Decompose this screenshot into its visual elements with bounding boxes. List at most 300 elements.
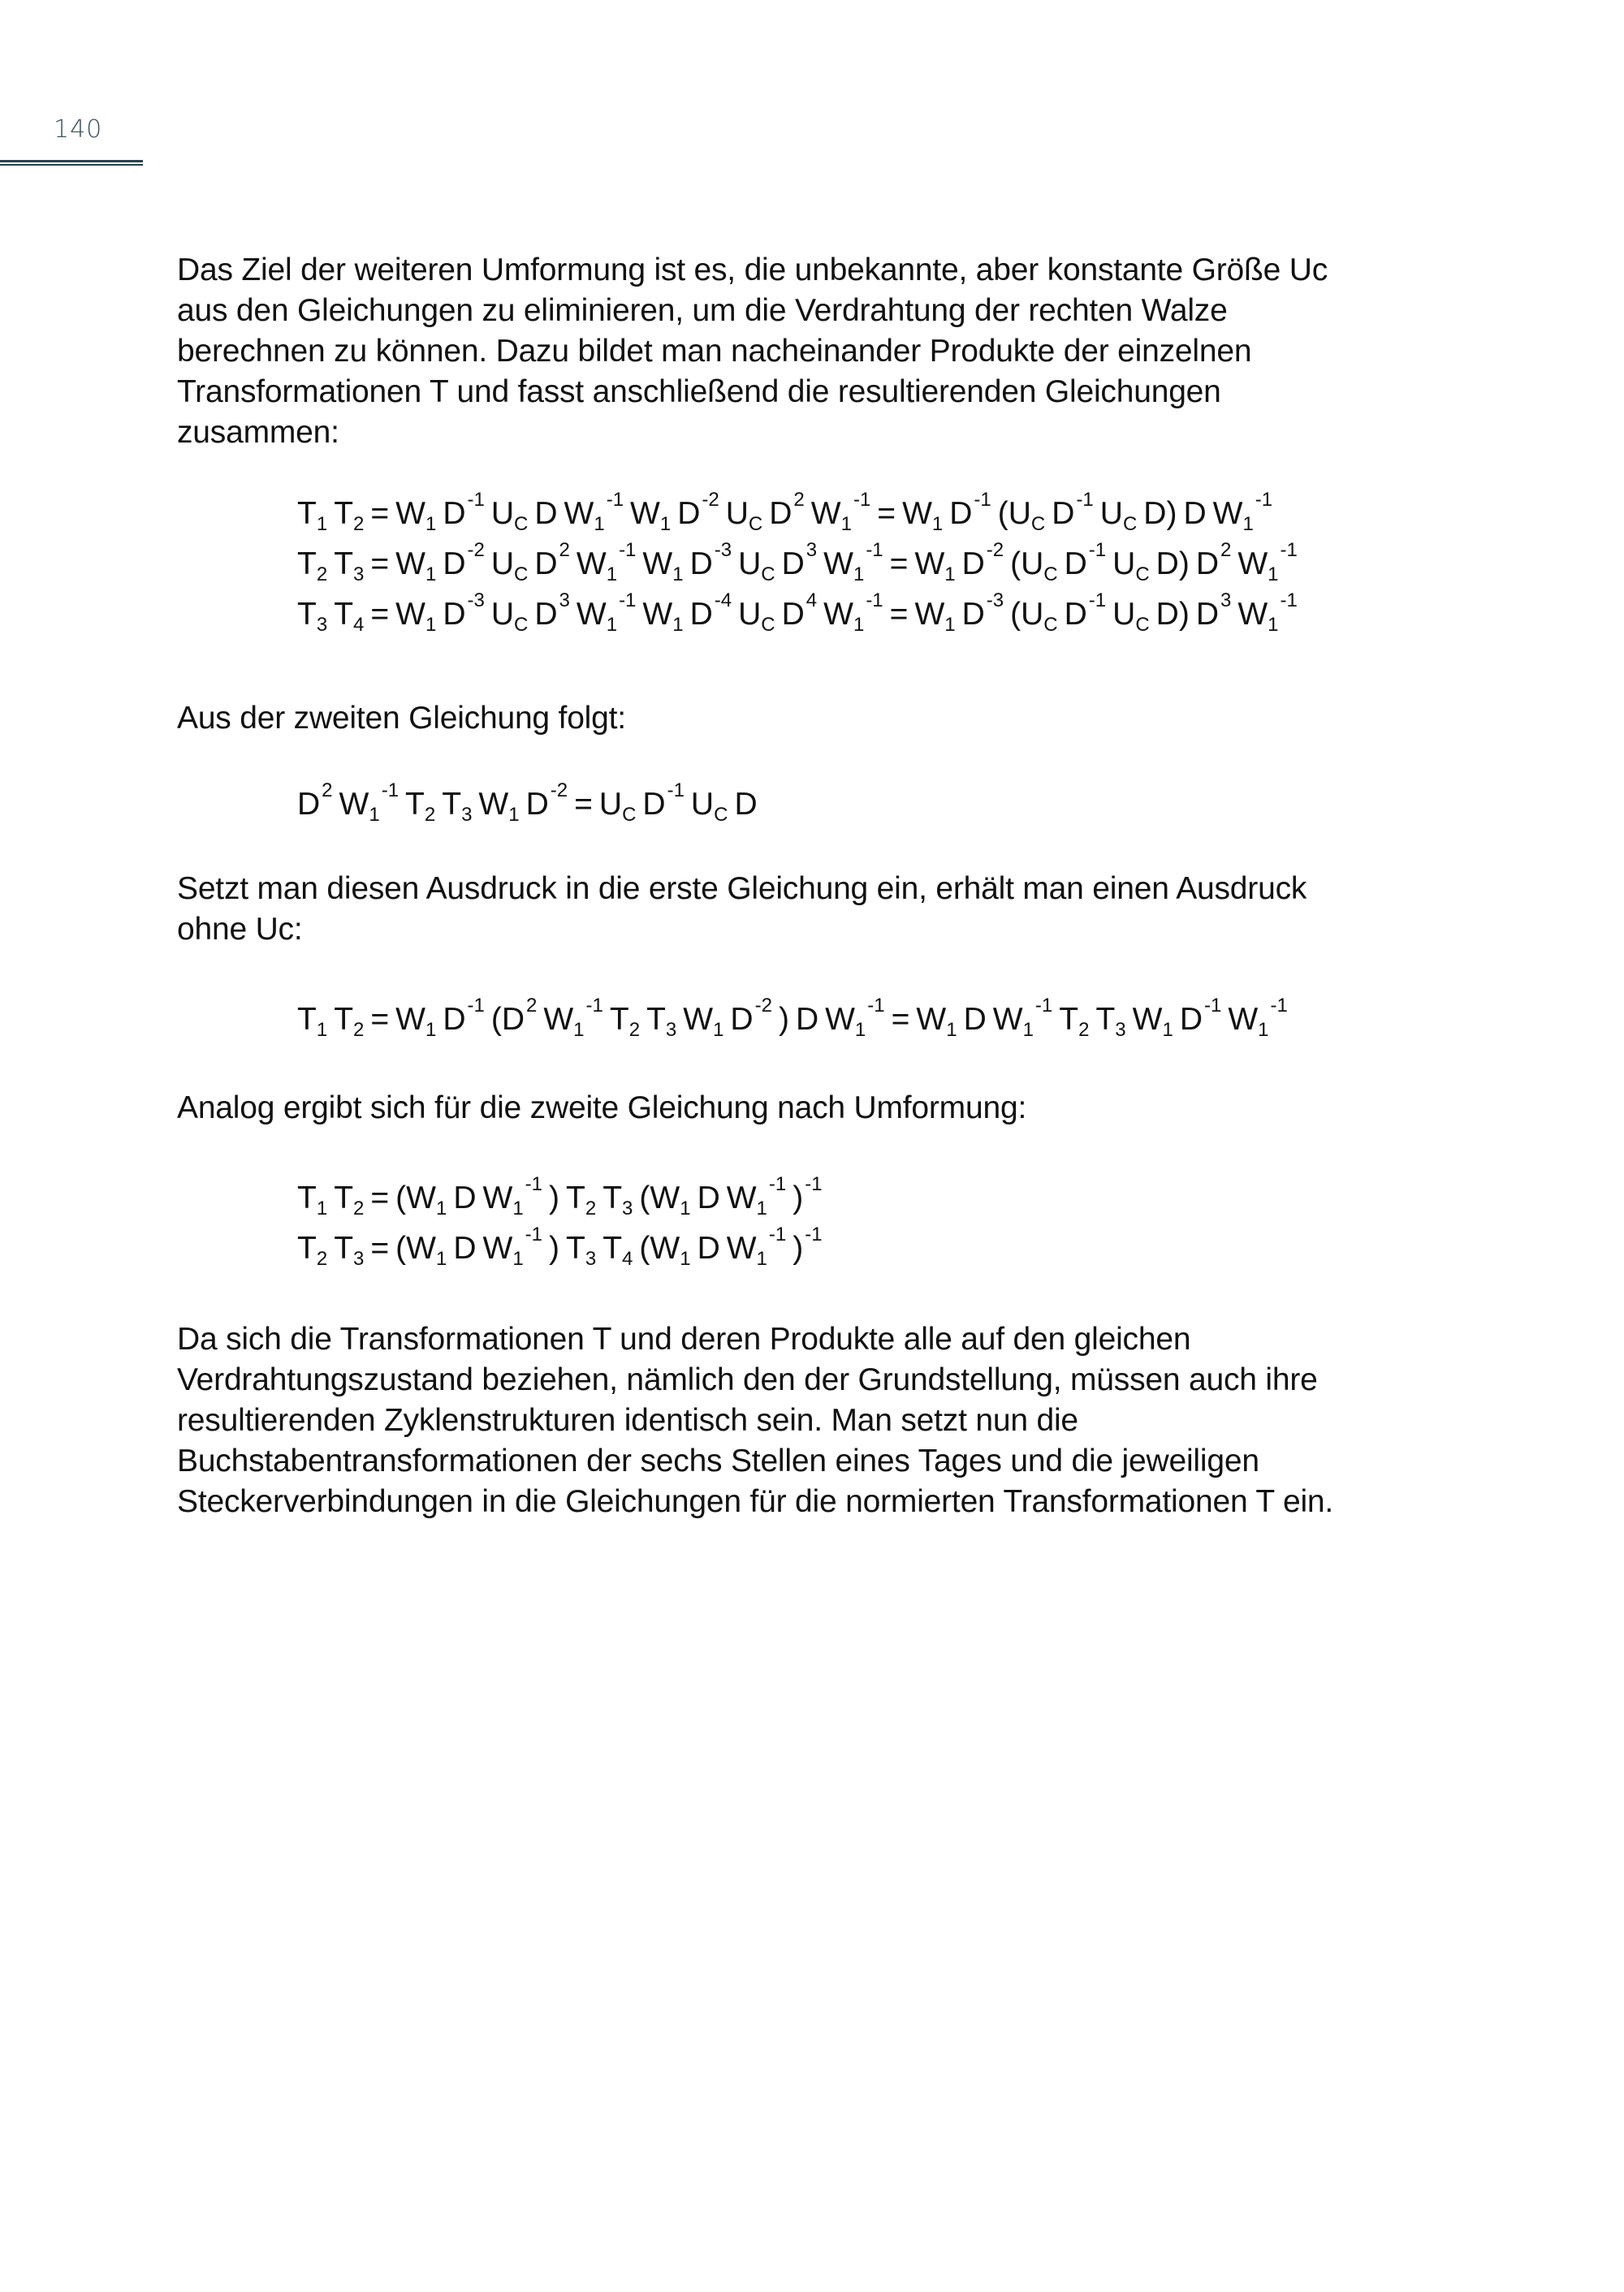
equation-line [297, 539, 1304, 589]
math-base: D [689, 597, 713, 632]
equation-block-substituted [297, 995, 1294, 1045]
math-token [534, 489, 557, 539]
text-line: Das Ziel der weiteren Umformung ist es, die unbekannte, aber konstante Größe Uᴄ [177, 253, 1328, 287]
math-base: D [443, 496, 466, 531]
math-superscript: -1 [866, 589, 883, 611]
math-superscript: -1 [1270, 995, 1288, 1017]
math-token [483, 1224, 543, 1274]
math-base: T [334, 1231, 354, 1266]
math-superscript: -3 [467, 589, 485, 611]
math-token [1196, 539, 1232, 589]
math-token [577, 589, 637, 640]
math-base: U [738, 546, 762, 581]
math-token [890, 539, 909, 589]
math-token [690, 539, 732, 589]
math-token [630, 489, 671, 539]
math-base: D [443, 597, 466, 632]
math-base: T [1095, 1002, 1116, 1037]
math-token [603, 1173, 633, 1224]
math-base: D [1052, 496, 1075, 531]
math-superscript: -1 [768, 1224, 787, 1245]
math-token [825, 995, 885, 1045]
math-token [574, 779, 593, 830]
math-base: D [697, 1181, 720, 1215]
math-token [1112, 589, 1150, 640]
math-token [395, 1224, 447, 1274]
math-base: W [1212, 496, 1243, 531]
math-base: W [726, 1231, 757, 1266]
math-base: U [738, 597, 762, 632]
math-token [395, 489, 436, 539]
math-token [892, 995, 910, 1045]
math-base: D [961, 546, 985, 581]
math-token [1112, 539, 1150, 589]
math-base: D [734, 787, 758, 822]
math-base: ) [793, 1231, 804, 1266]
math-subscript: 4 [353, 614, 365, 636]
math-token [727, 1224, 787, 1274]
equation-block-products [297, 489, 1304, 640]
math-token [914, 589, 955, 640]
math-base: W [1228, 1002, 1259, 1037]
math-base: U [490, 546, 515, 581]
math-base: U [1112, 546, 1136, 581]
math-superscript: -1 [866, 539, 883, 561]
math-subscript: 1 [713, 1019, 724, 1041]
math-token [334, 539, 364, 589]
math-subscript: 3 [353, 1248, 365, 1270]
math-token [566, 1173, 596, 1224]
math-token [738, 589, 775, 640]
math-base: W [395, 496, 425, 531]
math-subscript: 2 [353, 1198, 365, 1219]
math-subscript: 1 [425, 513, 437, 535]
math-token [916, 995, 957, 1045]
math-token [1213, 489, 1273, 539]
text-line: zusammen: [177, 415, 339, 450]
math-token [1095, 995, 1125, 1045]
math-token [395, 995, 436, 1045]
math-base: W [482, 1231, 513, 1266]
math-superscript: -1 [768, 1173, 787, 1195]
math-token [949, 489, 991, 539]
math-base: D [795, 1002, 819, 1037]
math-base: D [1064, 597, 1087, 632]
math-superscript: -1 [867, 995, 885, 1017]
math-base: W [914, 597, 945, 632]
math-base: = [370, 546, 390, 581]
math-subscript: C [1135, 563, 1150, 585]
math-superscript: -1 [467, 489, 485, 511]
math-base: T [1059, 1002, 1079, 1037]
math-token [526, 779, 568, 830]
math-token [962, 589, 1004, 640]
math-base: D [1064, 546, 1087, 581]
math-token [297, 1173, 327, 1224]
equation-block-analog [297, 1173, 829, 1274]
math-subscript: 1 [756, 1198, 767, 1219]
math-subscript: 2 [1078, 1019, 1090, 1041]
math-subscript: 1 [594, 513, 605, 535]
math-subscript: 3 [585, 1248, 597, 1270]
math-token [962, 539, 1004, 589]
math-base: D [642, 787, 666, 822]
math-superscript: -1 [1255, 489, 1273, 511]
math-subscript: 1 [680, 1198, 691, 1219]
math-subscript: 1 [435, 1198, 447, 1219]
math-base: = [574, 787, 593, 822]
math-token [823, 539, 883, 589]
math-subscript: 1 [672, 563, 684, 585]
math-token [395, 539, 436, 589]
math-subscript: 1 [425, 563, 437, 585]
math-token [370, 539, 389, 589]
math-token [1100, 489, 1138, 539]
math-token [1133, 995, 1173, 1045]
math-token [297, 995, 327, 1045]
math-superscript: -2 [754, 995, 772, 1017]
math-subscript: 2 [316, 1248, 328, 1270]
text-line: Da sich die Transformationen T und deren Produkte alle auf den gleichen [177, 1322, 1191, 1357]
math-base: U [490, 597, 515, 632]
math-superscript: -1 [1034, 995, 1053, 1017]
math-base: T [334, 546, 354, 581]
math-subscript: 1 [944, 614, 956, 636]
math-base: T [609, 1002, 629, 1037]
math-subscript: 2 [424, 804, 436, 826]
math-token [549, 1173, 559, 1224]
math-token [738, 539, 775, 589]
math-token [566, 1224, 596, 1274]
math-base: W [395, 546, 425, 581]
math-subscript: 1 [1268, 563, 1279, 585]
math-base: (D [490, 1002, 525, 1037]
equation-line [297, 1173, 829, 1224]
math-base: = [889, 546, 909, 581]
math-token [769, 489, 805, 539]
math-base: D [961, 597, 985, 632]
math-base: T [334, 1002, 354, 1037]
math-token [297, 1224, 327, 1274]
math-subscript: 1 [512, 1198, 524, 1219]
math-base: W [823, 597, 853, 632]
math-token [370, 489, 389, 539]
math-base: W [810, 496, 841, 531]
math-token [993, 995, 1053, 1045]
math-base: D [1179, 1002, 1203, 1037]
math-base: D) [1143, 496, 1177, 531]
math-token [491, 589, 529, 640]
math-superscript: -2 [986, 539, 1004, 561]
math-token [478, 779, 519, 830]
text-line: Buchstabentransformationen der sechs Stellen eines Tages und die jeweiligen [177, 1444, 1259, 1478]
math-subscript: 1 [316, 1019, 328, 1041]
math-superscript: -2 [550, 779, 568, 801]
equation-line [297, 779, 764, 830]
math-subscript: C [761, 614, 775, 636]
math-subscript: 1 [853, 614, 865, 636]
math-superscript: -4 [714, 589, 732, 611]
math-token [1065, 539, 1107, 589]
equation-line [297, 1224, 829, 1274]
math-base: D [963, 1002, 987, 1037]
math-base: = [877, 496, 896, 531]
math-base: W [630, 496, 660, 531]
math-subscript: 3 [1115, 1019, 1126, 1041]
math-subscript: 1 [756, 1248, 767, 1270]
math-subscript: C [714, 804, 728, 826]
math-base: W [726, 1181, 757, 1215]
math-superscript: -1 [1280, 539, 1298, 561]
math-token [890, 589, 909, 640]
math-base: U [690, 787, 715, 822]
math-token [334, 489, 364, 539]
math-token [677, 489, 719, 539]
math-subscript: 1 [1268, 614, 1279, 636]
math-subscript: 1 [680, 1248, 691, 1270]
math-subscript: C [1122, 513, 1138, 535]
text-line: Steckerverbindungen in die Gleichungen für die normierten Transformationen T ein. [177, 1484, 1334, 1519]
math-base: D [1195, 546, 1219, 581]
math-base: (U [997, 496, 1031, 531]
text-line: ohne Uᴄ: [177, 912, 303, 947]
math-base: D [730, 1002, 754, 1037]
math-subscript: 1 [853, 563, 865, 585]
math-token [370, 1224, 389, 1274]
math-token [491, 539, 529, 589]
math-subscript: 3 [353, 563, 365, 585]
math-superscript: 4 [806, 589, 818, 611]
text-line: Verdrahtungszustand beziehen, nämlich den der Grundstellung, müssen auch ihre [177, 1362, 1318, 1397]
text-line: Setzt man diesen Ausdruck in die erste Gleichung ein, erhält man einen Ausdruck [177, 871, 1307, 906]
math-subscript: 1 [573, 1019, 585, 1041]
math-token [690, 589, 732, 640]
math-token [453, 1173, 476, 1224]
math-token [683, 995, 723, 1045]
math-superscript: -1 [525, 1173, 543, 1195]
math-token [339, 779, 400, 830]
math-superscript: 2 [322, 779, 333, 801]
math-base: W [916, 1002, 947, 1037]
math-token [334, 1224, 364, 1274]
text-line: Analog ergibt sich für die zweite Gleichung nach Umformung: [177, 1090, 1027, 1125]
math-token [564, 489, 624, 539]
math-superscript: 3 [559, 589, 570, 611]
math-superscript: -1 [805, 1224, 823, 1245]
math-base: ) [793, 1181, 804, 1215]
math-subscript: 3 [665, 1019, 677, 1041]
math-subscript: 1 [512, 1248, 524, 1270]
math-base: T [566, 1231, 585, 1266]
math-base: = [370, 1181, 390, 1215]
math-subscript: 1 [840, 513, 852, 535]
math-base: U [725, 496, 749, 531]
page-number: 140 [54, 115, 103, 144]
math-superscript: -1 [381, 779, 400, 801]
math-subscript: 2 [628, 1019, 641, 1041]
math-subscript: 2 [353, 1019, 365, 1041]
math-token [334, 995, 364, 1045]
math-base: W [642, 597, 673, 632]
math-token [443, 489, 485, 539]
math-token [1237, 539, 1298, 589]
math-base: T [603, 1181, 623, 1215]
math-token [1237, 589, 1298, 640]
text-line: aus den Gleichungen zu eliminieren, um die Verdrahtung der rechten Walze [177, 293, 1228, 328]
math-subscript: 1 [946, 1019, 957, 1041]
math-base: (W [395, 1231, 436, 1266]
math-token [779, 995, 789, 1045]
math-token [443, 539, 485, 589]
math-superscript: -1 [525, 1224, 543, 1245]
math-base: D [781, 546, 805, 581]
math-superscript: -1 [974, 489, 991, 511]
math-token [726, 489, 763, 539]
math-base: (W [639, 1181, 680, 1215]
math-subscript: C [514, 513, 529, 535]
math-base: = [370, 1231, 390, 1266]
math-base: T [646, 1002, 666, 1037]
math-base: D [949, 496, 973, 531]
math-token [603, 1224, 633, 1274]
math-superscript: -1 [853, 489, 871, 511]
math-base: D [453, 1181, 477, 1215]
math-superscript: -1 [619, 539, 637, 561]
math-subscript: 3 [316, 614, 328, 636]
text-line: resultierenden Zyklenstrukturen identisch sein. Man setzt nun die [177, 1403, 1078, 1438]
math-superscript: -2 [702, 489, 719, 511]
math-superscript: -1 [667, 779, 685, 801]
math-superscript: -3 [714, 539, 732, 561]
math-subscript: 1 [1242, 513, 1254, 535]
math-subscript: 1 [1022, 1019, 1034, 1041]
math-subscript: C [1135, 614, 1150, 636]
math-token [646, 995, 676, 1045]
header-rule-secondary [0, 164, 143, 166]
math-subscript: 3 [622, 1198, 633, 1219]
math-base: T [297, 1002, 317, 1037]
math-base: W [395, 1002, 425, 1037]
math-base: W [902, 496, 932, 531]
math-token [334, 1173, 364, 1224]
math-base: T [297, 1231, 317, 1266]
math-token [639, 1224, 690, 1274]
math-base: (W [639, 1231, 680, 1266]
math-subscript: 3 [461, 804, 473, 826]
math-base: D [443, 1002, 466, 1037]
math-base: T [334, 597, 354, 632]
math-base: T [297, 496, 317, 531]
math-base: = [370, 496, 390, 531]
math-base: D [677, 496, 701, 531]
math-superscript: -1 [1203, 995, 1222, 1017]
math-superscript: -1 [585, 995, 603, 1017]
math-superscript: -1 [1076, 489, 1094, 511]
math-subscript: 1 [606, 614, 618, 636]
math-token [297, 779, 333, 830]
math-base: = [370, 1002, 390, 1037]
math-token [796, 995, 818, 1045]
text-line: berechnen zu können. Dazu bildet man nacheinander Produkte der einzelnen [177, 334, 1252, 369]
math-base: D [697, 1231, 720, 1266]
math-token [914, 539, 955, 589]
math-superscript: 2 [1220, 539, 1232, 561]
math-superscript: -1 [606, 489, 624, 511]
math-token [691, 779, 728, 830]
math-token [642, 539, 683, 589]
math-subscript: 1 [425, 614, 437, 636]
paragraph-substitute [177, 869, 1492, 950]
math-base: W [543, 1002, 574, 1037]
math-base: D [534, 546, 558, 581]
math-token [443, 589, 485, 640]
math-base: W [823, 546, 853, 581]
math-base: = [889, 597, 909, 632]
math-token [297, 589, 327, 640]
math-token [698, 1173, 720, 1224]
math-base: (W [395, 1181, 436, 1215]
math-token [811, 489, 871, 539]
math-subscript: 1 [435, 1248, 447, 1270]
math-token [998, 489, 1046, 539]
math-base: D [781, 597, 805, 632]
math-base: W [683, 1002, 714, 1037]
math-subscript: 1 [316, 513, 328, 535]
math-token [642, 779, 685, 830]
math-superscript: 2 [526, 995, 538, 1017]
math-token [395, 589, 436, 640]
math-subscript: 1 [425, 1019, 437, 1041]
math-subscript: 1 [659, 513, 672, 535]
math-base: D [297, 787, 321, 822]
math-token [370, 1173, 389, 1224]
math-base: W [825, 1002, 855, 1037]
equation-line [297, 995, 1294, 1045]
math-superscript: -1 [619, 589, 637, 611]
math-superscript: -1 [1088, 539, 1107, 561]
math-token [442, 779, 472, 830]
math-base: ) [549, 1181, 560, 1215]
math-token [443, 995, 485, 1045]
math-token [491, 489, 529, 539]
math-token [1143, 489, 1177, 539]
math-superscript: -1 [467, 995, 485, 1017]
math-subscript: 1 [369, 804, 380, 826]
math-base: T [566, 1181, 585, 1215]
math-subscript: 2 [353, 513, 365, 535]
math-token [297, 539, 327, 589]
equation-line [297, 489, 1304, 539]
math-subscript: 1 [931, 513, 944, 535]
math-base: D [453, 1231, 477, 1266]
math-superscript: -1 [805, 1173, 823, 1195]
math-subscript: C [761, 563, 775, 585]
math-base: T [603, 1231, 623, 1266]
math-subscript: 2 [585, 1198, 597, 1219]
math-subscript: 1 [508, 804, 520, 826]
header-rule [0, 160, 143, 162]
math-subscript: 2 [316, 563, 328, 585]
math-base: D [534, 597, 558, 632]
math-base: W [482, 1181, 513, 1215]
math-token [405, 779, 435, 830]
math-token [793, 1224, 822, 1274]
paragraph-analog [177, 1088, 1492, 1129]
math-token [782, 589, 818, 640]
math-base: W [992, 1002, 1023, 1037]
math-subscript: C [622, 804, 637, 826]
math-base: U [1099, 496, 1123, 531]
